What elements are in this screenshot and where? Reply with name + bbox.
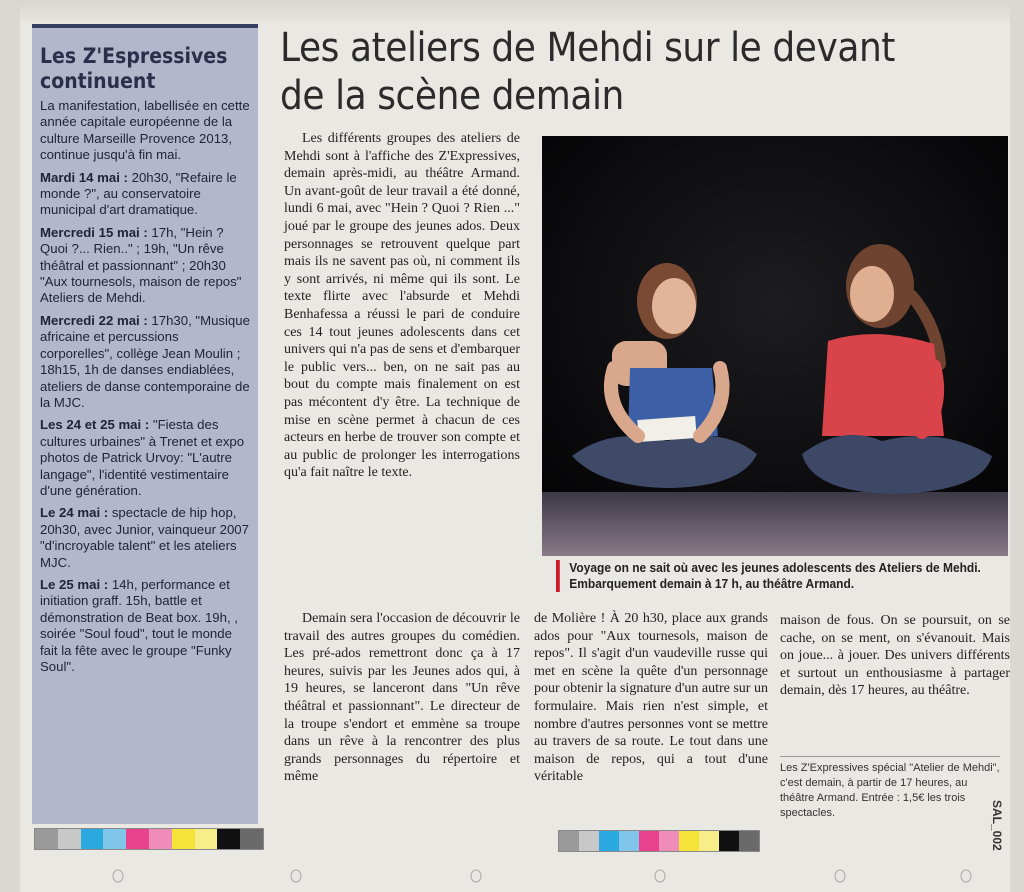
article-photo xyxy=(542,136,1008,556)
headline-line1: Les ateliers de Mehdi sur le devant xyxy=(280,25,895,71)
photo-caption: Voyage on ne sait où avec les jeunes adolescents des Ateliers de Mehdi. Embarquement demain à 17 h, au théâtre Armand. xyxy=(556,560,993,592)
entry-date: Le 24 mai : xyxy=(40,505,109,521)
entry-text: 20h30, "Refaire le monde ?", au conservatoire municipal d'art dramatique. xyxy=(40,169,237,218)
sidebar-entry xyxy=(40,170,252,219)
article-paragraph-continued: de Molière ! À 20 h30, place aux grands ados pour "Aux tournesols, maison de repos". Il s'agit d'un vaudeville russe qui met en scène la quête d'un personnage pour obtenir la signature d'un autre sur un formulaire. Mais rien n'est simple, et nombre d'autres personnes vont se mettre au travers de sa route. Le tout dans une maison de repos, qui a tout d'une véritable xyxy=(534,611,768,785)
article-paragraph: Les différents groupes des ateliers de Mehdi sont à l'affiche des Z'Expressives, demain après-midi, au théâtre Armand. Un avant-goût de leur travail a été donné, lundi 6 mai, avec "Hein ? Quoi ? Rien ..." joué par le groupe des jeunes ados. Deux personnages se retrouvent quelque part mais ils ne savent pas où, ni comment ils y sont arrivés, ni même qui ils sont. Le texte flirte avec l'absurde et Mehdi Benhafessa a réussi le pari de conduire ces 14 tout jeunes adolescents dans cet univers qui n'a pas de sens et d'embarquer le public vers... ben, on ne sait pas au bout du compte mais finalement on est pas mécontent d'y être. La technique de mise en scène permet à chacun de ces acteurs en herbe de trouver son compte et au public de prolonger les interrogations qu'a fait naître le texte. xyxy=(284,131,520,481)
entry-date: Les 24 et 25 mai : xyxy=(40,417,150,433)
theatre-photo-illustration xyxy=(542,136,1008,556)
previous-article-strip xyxy=(20,0,1010,22)
entry-date: Mercredi 22 mai : xyxy=(40,312,148,328)
sidebar-intro: La manifestation, labellisée en cette année capitale européenne de la culture Marseille Provence 2013, continue jusqu'à fin mai. xyxy=(40,98,250,163)
entry-date: Le 25 mai : xyxy=(40,576,109,592)
article-headline xyxy=(280,24,928,120)
sidebar-entry xyxy=(40,225,252,307)
entry-date: Mercredi 15 mai : xyxy=(40,224,148,240)
entry-text: 14h, performance et initiation graff. 15h, battle et démonstration de Beat box. 19h, , soirée "Soul foud", tout le monde fait la fête avec le groupe "Funky Soul". xyxy=(40,576,238,674)
sidebar-entry xyxy=(40,313,252,411)
newspaper-page xyxy=(20,0,1010,892)
article-paragraph: Demain sera l'occasion de découvrir le travail des autres groupes du comédien. Les pré-ados remettront donc ça à 17 heures, suivis par les Jeunes ados qui, à 19 heures, se lanceront dans "Un rêve théâtral et passionnant". Le directeur de la troupe s'endort et emmène sa troupe dans un rêve à la rencontrer des plus grands personnages du répertoire et même xyxy=(284,611,520,785)
article-column-1-lower xyxy=(284,610,520,786)
info-box: Les Z'Expressives spécial "Atelier de Mehdi", c'est demain, à partir de 17 heures, au théâtre Armand. Entrée : 1,5€ les trois spectacles. xyxy=(780,756,1000,821)
sidebar-box xyxy=(32,24,258,824)
entry-date: Mardi 14 mai : xyxy=(40,169,128,185)
print-color-calibration-bar xyxy=(34,828,264,850)
sidebar-title xyxy=(40,44,231,94)
entry-text: spectacle de hip hop, 20h30, avec Junior, vainqueur 2007 "d'incroyable talent" et les ateliers MJC. xyxy=(40,505,249,570)
article-column-3 xyxy=(780,612,1010,700)
sidebar-entry xyxy=(40,417,252,499)
binder-hole-marks xyxy=(20,866,1010,886)
entry-text: "Fiesta des cultures urbaines" à Trenet et expo photos de Patrick Urvoy: "L'autre langage", l'identité vestimentaire d'une génération. xyxy=(40,417,245,498)
entry-text: 17h, "Hein ? Quoi ?... Rien.." ; 19h, "Un rêve théâtral et passionnant" ; 20h30 "Aux tournesols, maison de repos" Ateliers de Mehdi. xyxy=(40,224,242,306)
entry-text: 17h30, "Musique africaine et percussions corporelles", collège Jean Moulin ; 18h15, 1h de danses endiablées, ateliers de danse contemporaine de la MJC. xyxy=(40,312,250,410)
headline-line2: de la scène demain xyxy=(280,73,624,119)
sidebar-entry xyxy=(40,577,252,675)
article-column-2 xyxy=(534,610,768,786)
article-paragraph-end: maison de fous. On se poursuit, on se cache, on se ment, on s'évanouit. Mais on joue... à jouer. Des univers différents et surtout un enthousiasme à partager demain, dès 17 heures, au théâtre. xyxy=(780,613,1010,699)
article-column-1 xyxy=(284,130,520,482)
sidebar-title-line1: Les Z'Espressives xyxy=(40,44,228,68)
sidebar-entry xyxy=(40,505,252,571)
sidebar-title-line2: continuent xyxy=(40,69,156,93)
archive-reference: SAL_002 xyxy=(990,800,1004,851)
print-color-calibration-bar-center xyxy=(558,830,760,852)
